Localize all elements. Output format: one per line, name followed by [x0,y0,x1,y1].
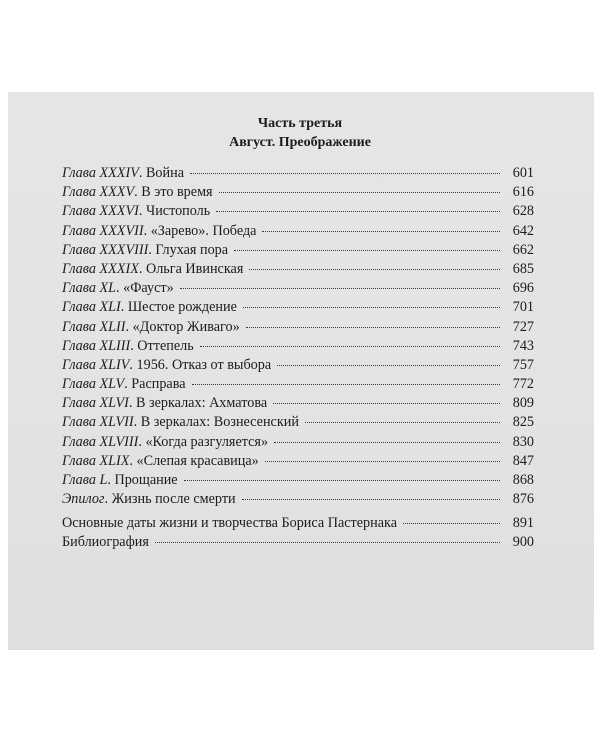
back-matter-list [62,514,534,552]
label-separator: . [138,165,146,181]
dot-leader [216,209,500,212]
chapter-title: В зеркалах: Вознесенский [140,414,299,431]
page-number: 868 [512,472,534,488]
toc-entry [62,260,534,279]
dot-leader [190,171,500,174]
toc-entry [62,318,534,337]
table-of-contents [62,164,534,509]
page-number: 847 [512,452,534,469]
left-margin [0,0,8,750]
chapter-title: «Зарево». Победа [150,222,257,239]
chapter-title: 1956. Отказ от выбора [136,356,272,373]
toc-entry-title [62,318,240,337]
toc-entry [62,222,534,241]
label-separator: . [129,356,137,373]
chapter-label: Глава XLIV [62,356,130,373]
toc-entry-title [62,452,259,471]
label-separator: . [134,184,142,201]
dot-leader [200,344,500,347]
dot-leader [219,190,500,193]
back-matter-title: Основные даты жизни и творчества Бориса Пастернака [62,515,398,531]
dot-leader [234,248,500,251]
page-number: 701 [512,299,534,316]
toc-entry-title [62,164,184,183]
chapter-title: Глухая пора [155,241,229,258]
dot-leader [277,363,500,366]
toc-entry-title [62,279,174,298]
label-separator: . [125,318,133,335]
toc-entry-title [62,375,186,394]
page-number: 772 [512,376,534,393]
toc-entry-title [62,183,213,202]
chapter-title: «Слепая красавица» [136,452,259,469]
toc-entry [62,394,534,413]
chapter-label: Глава XXXVI [62,203,139,220]
top-margin [0,0,600,92]
page-number: 757 [512,356,534,373]
label-separator: . [148,241,156,258]
dot-leader [155,540,500,543]
toc-entry-title [62,202,210,221]
toc-entry-title [62,222,256,241]
part-title: Часть третья [257,116,343,131]
toc-entry [62,279,534,298]
toc-entry [62,471,534,490]
chapter-label: Глава XLI [62,299,121,316]
label-separator: . [138,203,146,220]
toc-entry [62,452,534,471]
chapter-label: Глава XLVI [62,395,129,412]
dot-leader [262,229,500,232]
dot-leader [273,401,500,404]
chapter-title: Ольга Ивинская [145,260,244,277]
label-separator: . [138,260,146,277]
part-heading [0,114,600,152]
chapter-label: Глава XLIX [62,452,130,469]
chapter-label: Глава XL [62,280,117,297]
label-separator: . [116,280,124,297]
chapter-label: Глава XXXV [62,184,135,201]
toc-entry-title [62,356,271,375]
toc-entry [62,356,534,375]
page-number: 891 [512,515,534,531]
chapter-label: Глава L [62,472,108,488]
chapter-label: Глава XXXIX [62,260,139,277]
chapter-title: «Фауст» [123,280,174,297]
dot-leader [180,286,500,289]
chapter-title: Шестое рождение [127,299,237,316]
part-subtitle: Август. Преображение [229,135,371,150]
page-number: 876 [512,491,534,508]
toc-entry-title [62,298,237,317]
dot-leader [192,382,500,385]
toc-entry [62,298,534,317]
page-number: 743 [512,337,534,354]
chapter-label: Глава XLVIII [62,433,139,450]
page-number: 825 [512,414,534,431]
label-separator: . [133,414,141,431]
chapter-label: Глава XLV [62,376,125,393]
right-margin [594,0,600,750]
toc-entry-title [62,433,268,452]
chapter-title: «Когда разгуляется» [145,433,269,450]
chapter-title: Война [145,165,185,181]
label-separator: . [128,395,136,412]
label-separator: . [124,376,132,393]
page-number: 628 [512,203,534,220]
toc-entry [62,533,534,552]
dot-leader [305,420,500,423]
chapter-label: Глава XXXIV [62,165,139,181]
chapter-label: Эпилог [62,491,105,508]
chapter-title: В это время [141,184,213,201]
toc-entry-title [62,241,228,260]
chapter-title: Прощание [114,472,178,488]
label-separator: . [104,491,112,508]
page-number: 830 [512,433,534,450]
toc-entry [62,202,534,221]
dot-leader [243,305,500,308]
toc-entry-title [62,413,299,432]
toc-entry [62,183,534,202]
page-number: 900 [512,534,534,551]
chapter-title: В зеркалах: Ахматова [136,395,268,412]
dot-leader [246,325,500,328]
chapter-title: Жизнь после смерти [111,491,236,508]
dot-leader [274,440,500,443]
dot-leader [403,521,500,524]
label-separator: . [130,337,138,354]
chapter-label: Глава XLVII [62,414,134,431]
toc-entry [62,241,534,260]
chapter-title: Чистополь [145,203,211,220]
toc-entry-title [62,260,243,279]
toc-entry [62,413,534,432]
toc-entry [62,164,534,183]
chapter-label: Глава XLII [62,318,126,335]
page-number: 642 [512,222,534,239]
chapter-title: Расправа [131,376,186,393]
label-separator: . [120,299,128,316]
chapter-label: Глава XLIII [62,337,131,354]
toc-entry-title [62,394,267,413]
dot-leader [249,267,500,270]
page-number: 727 [512,318,534,335]
page-number: 696 [512,280,534,297]
page-number: 616 [512,184,534,201]
page-number: 662 [512,241,534,258]
toc-entry-title [62,471,178,490]
label-separator: . [143,222,151,239]
chapter-title: «Доктор Живаго» [132,318,240,335]
chapter-label: Глава XXXVIII [62,241,149,258]
toc-entry [62,433,534,452]
page-number: 809 [512,395,534,412]
chapter-title: Оттепель [137,337,194,354]
toc-entry-title [62,490,236,509]
page-number: 685 [512,260,534,277]
toc-entry [62,337,534,356]
label-separator: . [129,452,137,469]
dot-leader [242,497,500,500]
dot-leader [184,478,500,481]
toc-entry [62,375,534,394]
chapter-label: Глава XXXVII [62,222,144,239]
dot-leader [265,459,500,462]
label-separator: . [107,472,115,488]
bottom-margin [0,650,600,750]
back-matter-title: Библиография [62,534,149,551]
label-separator: . [138,433,146,450]
toc-entry [62,490,534,509]
page-number: 601 [512,165,534,181]
toc-entry [62,514,534,533]
toc-entry-title [62,337,194,356]
